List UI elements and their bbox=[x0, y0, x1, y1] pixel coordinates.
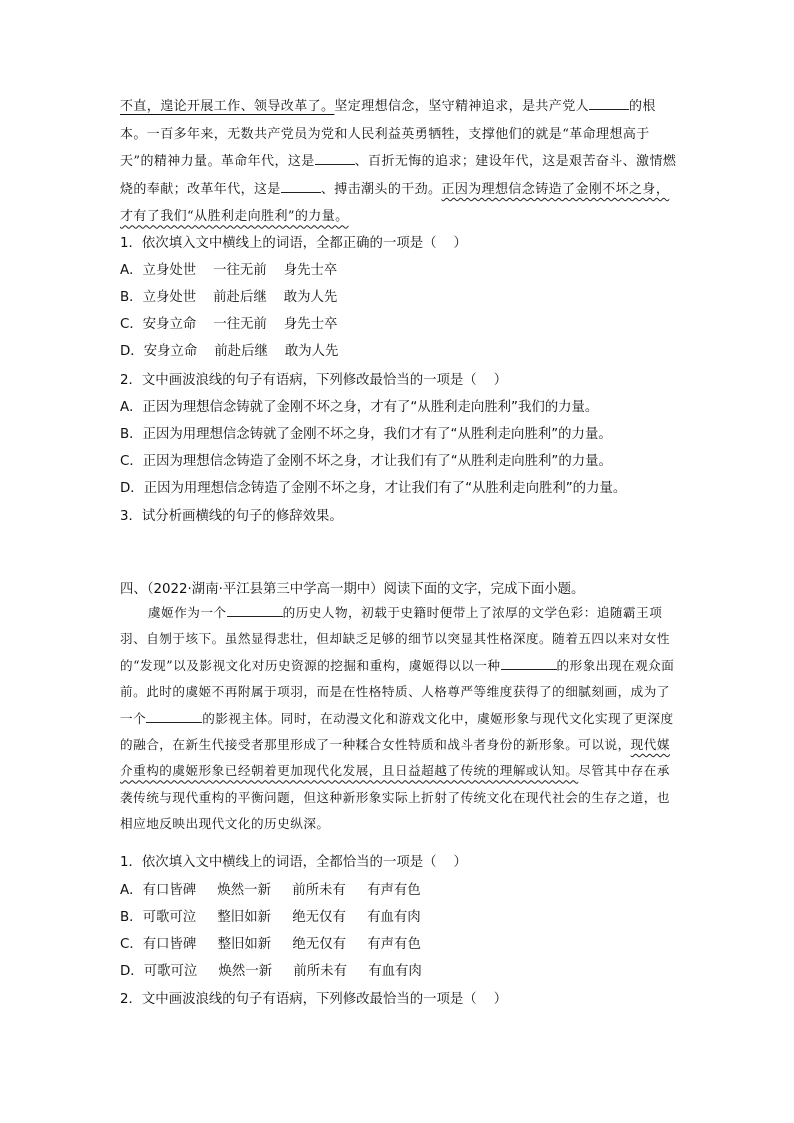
option-a: A．有口皆碑 焕然一新 前所未有 有声有色 bbox=[120, 883, 421, 898]
option-a: A．立身处世 一往无前 身先士卒 bbox=[120, 263, 338, 278]
option-c: C．正因为理想信念铸造了金刚不坏之身，才让我们有了“从胜利走向胜利”的力量。 bbox=[120, 454, 612, 469]
question-stem: 2．文中画波浪线的句子有语病，下列修改最恰当的一项是（ ） bbox=[120, 992, 508, 1007]
wavy-underlined-sentence: 现代媒介重构的虞姬形象已经朝着更加现代化发展，且日益超越了传统的理解或认知。 bbox=[120, 737, 670, 779]
option-d: D．可歌可泣 焕然一新 前所未有 有血有肉 bbox=[120, 964, 422, 979]
passage-text: 、搏击潮头的干劲。 bbox=[320, 181, 442, 197]
option-b: B．正因为用理想信念铸就了金刚不坏之身，我们才有了“从胜利走向胜利”的力量。 bbox=[120, 427, 612, 442]
fill-blank bbox=[589, 97, 629, 110]
passage-text: 的形象出现在观众面前。此时的虞姬不再附属于项羽，而是在性格特质、人格尊严等维度获得了的细腻刻画，成为了一个 bbox=[120, 657, 675, 726]
question-stem: 1．依次填入文中横线上的词语，全都恰当的一项是（ ） bbox=[120, 855, 467, 870]
option-d: D．正因为用理想信念铸造了金刚不坏之身，才让我们有了“从胜利走向胜利”的力量。 bbox=[120, 481, 627, 496]
passage-2 bbox=[120, 600, 680, 838]
option-c: C．有口皆碑 整旧如新 绝无仅有 有声有色 bbox=[120, 937, 421, 952]
fill-blank bbox=[501, 657, 557, 670]
question-stem: 2．文中画波浪线的句子有语病，下列修改最恰当的一项是（ ） bbox=[120, 373, 508, 388]
passage-text: 、百折无悔的追求；建设年代，这是艰苦奋斗、激情燃烧的奉献；改革年代，这是 bbox=[120, 154, 677, 197]
option-d: D．安身立命 前赴后继 敢为人先 bbox=[120, 344, 339, 359]
question-stem: 3．试分析画横线的句子的修辞效果。 bbox=[120, 509, 343, 524]
fill-blank bbox=[281, 180, 321, 193]
fill-blank bbox=[146, 710, 202, 723]
fill-blank bbox=[227, 604, 283, 617]
passage-text: 坚定理想信念，坚守精神追求，是共产党人 bbox=[334, 99, 590, 114]
passage-text: 的根本。一百多年来，无数共产党员为党和人民利益英勇牺牲，支撑他们的就是“革命理想高于天”的精神力量。革命年代，这是 bbox=[120, 99, 656, 170]
fill-blank bbox=[315, 152, 355, 165]
option-a: A．正因为理想信念铸就了金刚不坏之身，才有了“从胜利走向胜利”我们的力量。 bbox=[120, 400, 599, 415]
option-b: B．可歌可泣 整旧如新 绝无仅有 有血有肉 bbox=[120, 910, 421, 925]
passage-1 bbox=[120, 93, 680, 231]
question-stem: 1．依次填入文中横线上的词语，全都正确的一项是（ ） bbox=[120, 236, 467, 251]
wavy-underlined-sentence: 正因为理想信念铸造了金刚不坏之身，才有了我们“从胜利走向胜利”的力量。 bbox=[120, 181, 670, 225]
passage-text: 的历史人物，初载于史籍时便带上了浓厚的文学色彩：追随霸王项羽、自刎于垓下。虽然显得悲壮，但却缺乏足够的细节以突显其性格深度。随着五四以来对女性的“发现”以及影视文化对历史资源的挖掘和重构，虞姬得以以一种 bbox=[120, 605, 670, 673]
option-b: B．立身处世 前赴后继 敢为人先 bbox=[120, 290, 338, 305]
passage-text: 尽管其中存在承袭传统与现代重构的平衡问题，但这种新形象实际上折射了传统文化在现代社会的生存之道，也相应地反映出现代文化的历史纵深。 bbox=[120, 763, 670, 832]
option-c: C．安身立命 一往无前 身先士卒 bbox=[120, 317, 338, 332]
passage-text: 的影视主体。同时，在动漫文化和游戏文化中，虞姬形象与现代文化实现了更深度的融合，在新生代接受者那里形成了一种糅合女性特质和战斗者身份的新形象。可以说， bbox=[120, 710, 674, 753]
underlined-sentence: 不直，遑论开展工作、领导改革了。 bbox=[120, 99, 335, 114]
section-heading: 四、（2022·湖南·平江县第三中学高一期中）阅读下面的文字，完成下面小题。 bbox=[120, 582, 585, 597]
passage-text: 虞姬作为一个 bbox=[148, 605, 227, 620]
